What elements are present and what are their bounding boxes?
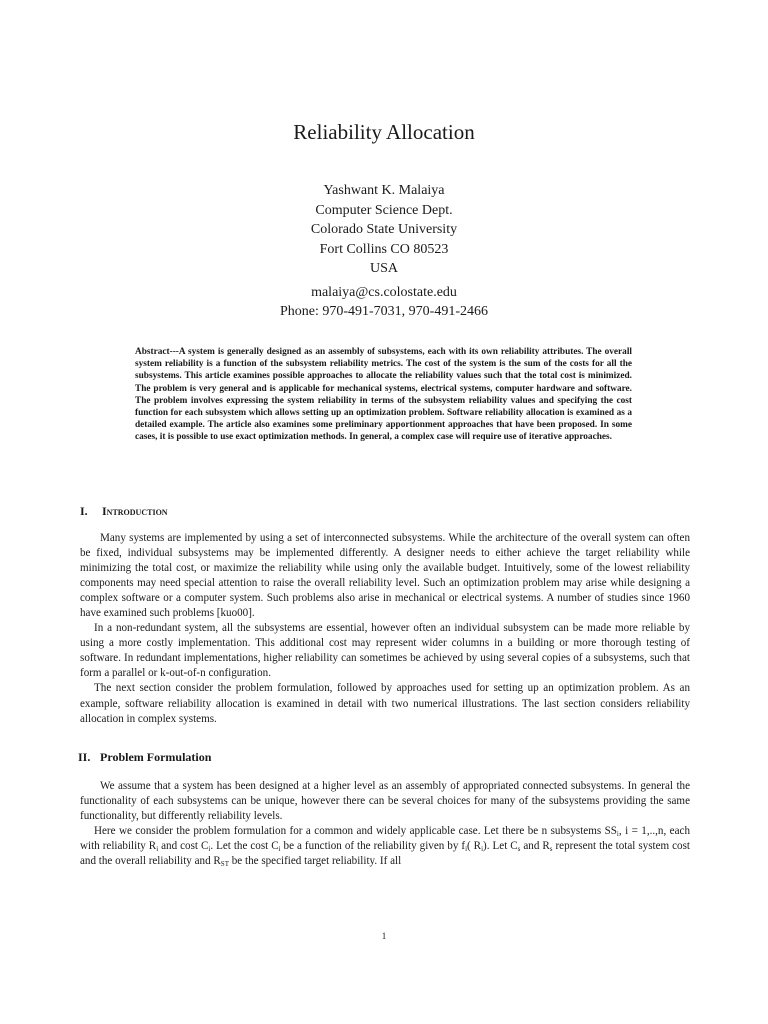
paragraph: In a non-redundant system, all the subsystems are essential, however often an individual subsystem can be made more reliable by using a more costly implementation. This additional cost may represent wider columns in a building or more thorough testing of software. In redundant implementations, higher reliability can sometimes be achieved by using several copies of a subsystems, such that form a parallel or k-out-of-n configuration. — [80, 622, 690, 680]
author-country: USA — [369, 261, 398, 276]
section-title: Problem Formulation — [100, 750, 212, 764]
author-email: malaiya@cs.colostate.edu — [311, 285, 457, 300]
paragraph — [80, 824, 690, 869]
page-number: 1 — [381, 931, 387, 941]
section-number: II. — [78, 750, 91, 764]
text-run: . Let the cost C — [210, 840, 279, 853]
paragraph: Many systems are implemented by using a set of interconnected subsystems. While the architecture of the overall system can often be fixed, individual subsystems may be implemented differently. A designer needs to either achieve the target reliability while minimizing the total cost, or maximize the reliability while using only the available budget. Intuitively, some of the lowest reliability components may need special attention to raise the overall reliability level. Such an optimization problem may arise while designing a complex software or a computer system. Such problems also arise in mechanical or electrical systems. A number of studies since 1960 have examined such problems [kuo00]. — [80, 532, 690, 620]
subscript: ST — [220, 860, 229, 869]
subscript: i — [208, 845, 211, 854]
section-heading-problem-formulation — [78, 750, 211, 765]
text-run: represent the total system cost and the overall reliability and R — [80, 840, 690, 868]
subscript: i — [481, 845, 484, 854]
author-phone: Phone: 970-491-7031, 970-491-2466 — [279, 304, 489, 319]
introduction-body — [80, 531, 690, 727]
paper-title: Reliability Allocation — [293, 120, 475, 144]
text-run: ). Let C — [483, 840, 518, 853]
text-run: be a function of the reliability given by f — [280, 840, 466, 853]
subscript: i — [465, 845, 468, 854]
text-run: and R — [520, 840, 550, 853]
text-run: Here we consider the problem formulation for a common and widely applicable case. Let there be n subsystems SS — [94, 825, 617, 838]
abstract: Abstract---A system is generally designed as an assembly of subsystems, each with its own reliability attributes. The overall system reliability is a function of the subsystem reliability metrics. The cost of the system is the sum of the costs for all the subsystems. This article examines possible approaches to allocate the reliability values such that the total cost is minimized. The problem is very general and is applicable for mechanical systems, electrical systems, computer hardware and software. The problem involves expressing the system reliability in terms of the subsystem reliability values and specifying the cost function for each subsystem which allows setting up an optimization problem. Software reliability allocation is examined as a detailed example. The article also examines some preliminary apportionment approaches that have been proposed. In some cases, it is possible to use exact optimization methods. In general, a complex case will require use of iterative approaches. — [135, 347, 632, 443]
text-run: , i = 1,..,n, each with reliability R — [80, 825, 690, 853]
author-dept: Computer Science Dept. — [315, 202, 453, 218]
subscript: i — [616, 830, 619, 839]
section-title: Introduction — [102, 504, 168, 518]
author-city: Fort Collins CO 80523 — [319, 241, 449, 257]
subscript: i — [156, 845, 159, 854]
subscript: s — [549, 845, 553, 854]
subscript: i — [278, 845, 281, 854]
section-number: I. — [80, 504, 88, 518]
author-university: Colorado State University — [310, 222, 458, 237]
author-block — [0, 181, 768, 279]
section-heading-introduction — [80, 504, 168, 519]
paragraph: We assume that a system has been designed at a higher level as an assembly of appropriated connected subsystems. In general the functionality of each subsystems can be unique, however there can be several choices for many of the subsystems providing the same functionality, but differently reliability levels. — [80, 780, 690, 823]
subscript: s — [517, 845, 521, 854]
contact-block — [0, 283, 768, 321]
paragraph: The next section consider the problem formulation, followed by approaches used for setting up an optimization problem. As an example, software reliability allocation is examined in detail with two numerical illustrations. The last section considers reliability allocation in complex systems. — [80, 682, 690, 725]
author-name: Yashwant K. Malaiya — [323, 183, 445, 198]
text-run: be the specified target reliability. If all — [228, 855, 402, 868]
problem-formulation-body — [80, 779, 690, 869]
text-run: and cost C — [158, 840, 209, 853]
text-run: ( R — [467, 840, 482, 853]
